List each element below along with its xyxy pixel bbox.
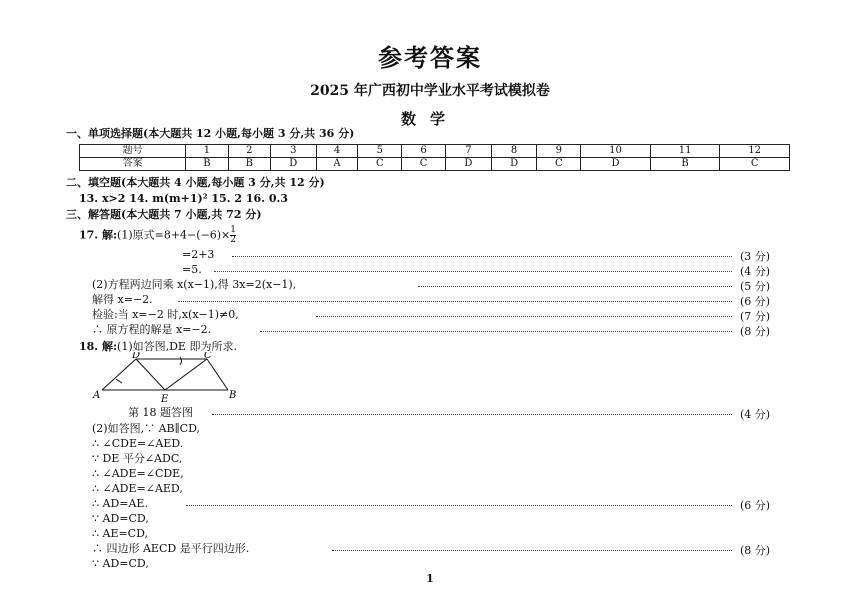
q18-step6: ∴ ∠ADE=∠AED, [92,482,183,495]
table-cell: 4 [316,145,358,158]
angle-arc [180,357,182,365]
page-title: 参考答案 [378,43,482,72]
segment-CB [207,359,228,390]
q18-step3: ∴ ∠CDE=∠AED. [92,437,184,450]
table-cell: D [581,158,651,171]
q17-step2: =2+3 [182,248,215,261]
table-cell: 10 [581,145,651,158]
figure-label-C: C [204,352,212,361]
score-mark: (4 分) [740,408,771,421]
figure-label-E: E [161,394,169,404]
score-mark: (8 分) [740,325,771,338]
table-cell: B [650,158,720,171]
score-mark: (4 分) [740,265,771,278]
score-mark: (7 分) [740,310,771,323]
table-cell: 11 [650,145,720,158]
table-cell: C [402,158,446,171]
subject-title: 数学 [400,110,459,128]
table-cell-label: 答案 [80,158,186,171]
score-mark: (8 分) [740,544,771,557]
table-cell: C [537,158,581,171]
segment-DE [136,359,165,390]
table-cell: 1 [186,145,228,158]
tick-mark [116,379,122,383]
table-cell: D [446,158,492,171]
q18-step11: ∵ AD=CD, [92,557,149,570]
leader-dots [332,550,732,551]
q18-step2: (2)如答图,∵ AB∥CD, [92,422,201,435]
section3-heading: 三、解答题(本大题共 7 小题,共 72 分) [66,208,262,221]
leader-dots [212,414,732,415]
table-cell: B [186,158,228,171]
figure-caption: 第 18 题答图 [128,406,193,419]
q18-step9: ∴ AE=CD, [92,527,149,540]
q18-figure [92,352,242,404]
leader-dots [316,316,732,317]
leader-dots [418,286,732,287]
table-row-numbers [80,145,790,158]
fill-blank-answers: 13. x>2 14. m(m+1)² 15. 2 16. 0.3 [79,192,288,205]
score-mark: (3 分) [740,250,771,263]
leader-dots [214,271,732,272]
figure-label-A: A [93,390,101,401]
table-cell: 6 [402,145,446,158]
table-cell: D [491,158,537,171]
table-cell: 12 [720,145,790,158]
q18-label: 18. 解: [79,340,118,353]
table-cell-label: 题号 [80,145,186,158]
exam-subtitle: 2025 年广西初中学业水平考试模拟卷 [310,83,550,99]
section2-heading: 二、填空题(本大题共 4 小题,每小题 3 分,共 12 分) [66,176,325,189]
q17-line1 [79,226,236,245]
table-cell: 3 [270,145,316,158]
answer-table [79,144,790,171]
table-cell: C [720,158,790,171]
leader-dots [260,331,732,332]
frac-denominator: 2 [230,235,237,245]
score-mark: (6 分) [740,499,771,512]
score-mark: (6 分) [740,295,771,308]
q17-step5: 解得 x=−2. [92,293,153,306]
q17-expression: (1)原式=8+4−(−6)× [117,228,231,242]
table-cell: 7 [446,145,492,158]
q18-step8: ∵ AD=CD, [92,512,149,525]
q17-label: 17. 解: [79,228,118,242]
segment-EC [165,359,207,390]
q17-step7: ∴ 原方程的解是 x=−2. [92,323,212,336]
leader-dots [232,256,732,257]
table-cell: 5 [358,145,402,158]
score-mark: (5 分) [740,280,771,293]
table-cell: 2 [228,145,270,158]
q17-step6: 检验:当 x=−2 时,x(x−1)≠0, [92,308,239,321]
q17-step3: =5. [182,263,202,276]
table-row-answers [80,158,790,171]
fraction-one-half [230,226,236,245]
q18-step7: ∴ AD=AE. [92,497,148,510]
figure-label-B: B [229,390,237,401]
segment-AD [102,359,136,390]
table-cell: D [270,158,316,171]
q18-step5: ∴ ∠ADE=∠CDE, [92,467,184,480]
frac-numerator: 1 [230,225,237,235]
table-cell: 8 [491,145,537,158]
q18-part1: (1)如答图,DE 即为所求. [117,340,237,353]
table-cell: B [228,158,270,171]
q18-step10: ∴ 四边形 AECD 是平行四边形. [92,542,250,555]
section1-heading: 一、单项选择题(本大题共 12 小题,每小题 3 分,共 36 分) [66,127,355,140]
q17-step4: (2)方程两边同乘 x(x−1),得 3x=2(x−1), [92,278,297,291]
table-cell: A [316,158,358,171]
table-cell: C [358,158,402,171]
leader-dots [178,301,732,302]
q18-step4: ∵ DE 平分∠ADC, [92,452,183,465]
leader-dots [186,505,732,506]
table-cell: 9 [537,145,581,158]
page-number: 1 [426,572,434,585]
figure-label-D: D [132,352,141,361]
